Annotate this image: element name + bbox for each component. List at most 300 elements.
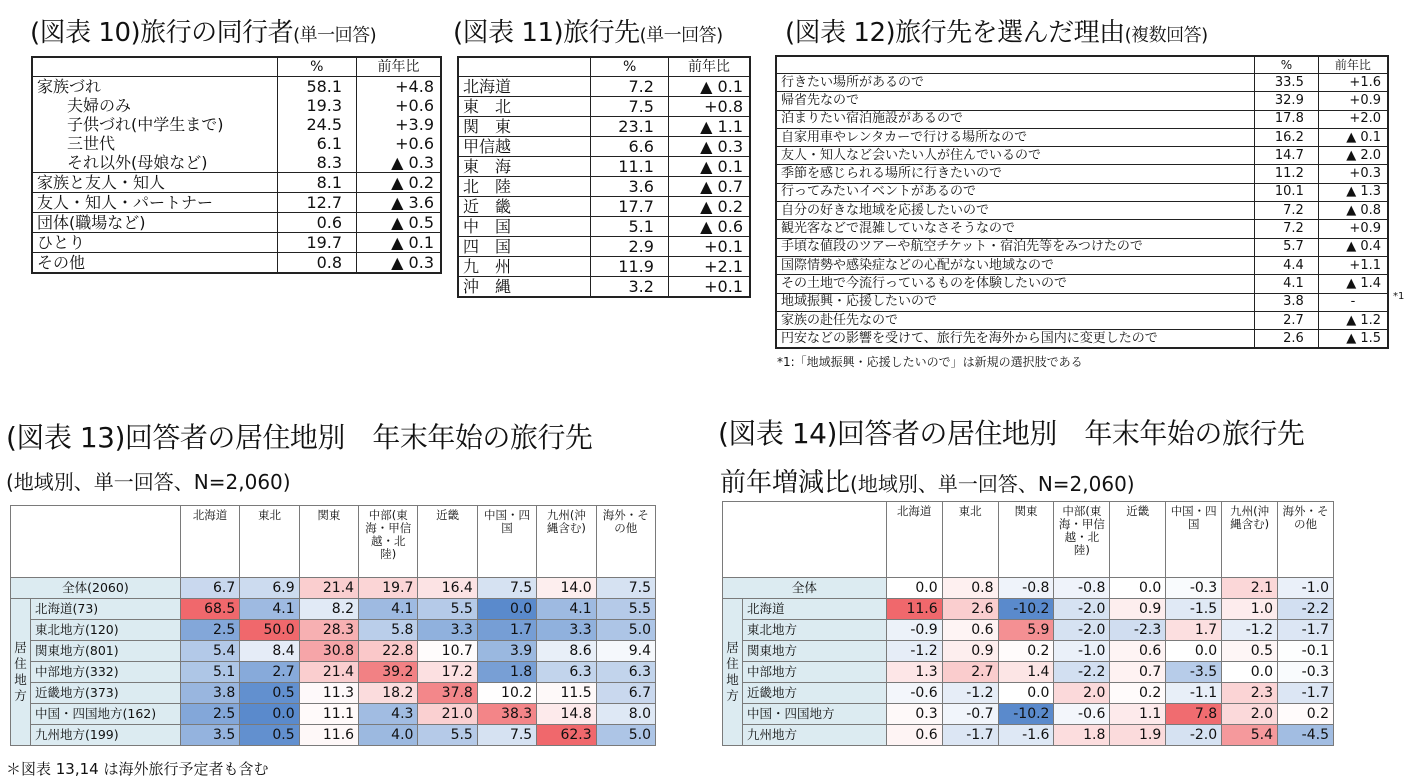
fig10-row-pct: 12.7	[277, 193, 357, 213]
fig12-row-prev: ▲ 1.2	[1318, 311, 1388, 329]
fig12-row	[776, 202, 1388, 220]
fig14-row	[723, 641, 1334, 662]
fig14-cell: 0.0	[1222, 662, 1278, 683]
fig11-row-pct: 7.5	[591, 97, 669, 117]
fig11-row-label: 近 畿	[458, 197, 591, 217]
fig11-row-pct: 3.6	[591, 177, 669, 197]
fig13-cell: 4.1	[359, 599, 418, 620]
fig11-row-pct: 3.2	[591, 277, 669, 298]
fig14-cell: 1.7	[1166, 620, 1222, 641]
fig14-total-cell: -0.8	[1054, 578, 1110, 599]
fig13-total-cell: 7.5	[477, 578, 536, 599]
fig12-row-label: 泊まりたい宿泊施設があるので	[776, 110, 1255, 128]
fig11-row	[458, 257, 750, 277]
fig14-cell: -10.2	[998, 704, 1054, 725]
fig10-row-prev: ▲ 3.6	[357, 193, 441, 213]
fig10-row	[32, 253, 441, 274]
fig14-cell: -0.6	[886, 683, 942, 704]
fig12-row-prev: ▲ 0.8	[1318, 202, 1388, 220]
fig14-cell: 1.8	[1054, 725, 1110, 746]
fig13-cell: 30.8	[299, 641, 358, 662]
fig13-row	[11, 641, 656, 662]
fig13-row-label: 北海道(73)	[30, 599, 180, 620]
fig13-cell: 0.0	[477, 599, 536, 620]
fig12-row-pct: 4.1	[1255, 275, 1319, 293]
fig12-row	[776, 92, 1388, 110]
fig11-title-main: (図表 11)旅行先	[453, 18, 640, 48]
fig14-total-cell: 0.8	[942, 578, 998, 599]
fig13-cell: 3.9	[477, 641, 536, 662]
fig13-side-label	[11, 599, 31, 746]
fig12-row	[776, 220, 1388, 238]
fig11-col-pct: %	[591, 57, 669, 77]
fig11-row	[458, 237, 750, 257]
fig11-row	[458, 117, 750, 137]
fig12-row	[776, 330, 1388, 349]
fig10-row-label: 家族づれ	[32, 77, 277, 97]
fig12-title	[785, 12, 1208, 49]
fig11-row	[458, 97, 750, 117]
fig13-col-header: 関東	[299, 506, 358, 578]
fig12-row-prev: +1.1	[1318, 256, 1388, 274]
fig14-cell: -1.1	[1166, 683, 1222, 704]
fig13-cell: 3.8	[180, 683, 239, 704]
fig13-cell: 2.5	[180, 620, 239, 641]
fig14-row	[723, 662, 1334, 683]
fig13-subtitle: (地域別、単一回答、N=2,060)	[6, 470, 291, 494]
fig12-row	[776, 128, 1388, 146]
fig10-row-label: 団体(職場など)	[32, 213, 277, 233]
fig11-row-label: 東 北	[458, 97, 591, 117]
fig10-row-label: 三世代	[32, 134, 277, 153]
fig10-row	[32, 77, 441, 97]
fig14-total-cell: 2.1	[1222, 578, 1278, 599]
fig14-cell: -1.2	[886, 641, 942, 662]
fig13-cell: 11.3	[299, 683, 358, 704]
fig14-cell: -3.5	[1166, 662, 1222, 683]
fig12-row-prev: +1.6	[1318, 74, 1388, 92]
fig14-cell: -0.1	[1278, 641, 1334, 662]
fig14-heatmap	[722, 501, 1334, 746]
fig14-total-cell: -0.8	[998, 578, 1054, 599]
fig14-cell: 0.9	[1110, 599, 1166, 620]
fig13-cell: 10.2	[477, 683, 536, 704]
fig14-cell: -2.0	[1054, 599, 1110, 620]
fig11-title	[453, 12, 723, 49]
fig14-total-cell: -1.0	[1278, 578, 1334, 599]
fig13-row-label: 東北地方(120)	[30, 620, 180, 641]
fig13-row-label: 九州地方(199)	[30, 725, 180, 746]
fig12-row	[776, 311, 1388, 329]
fig11-row-prev: ▲ 0.1	[668, 157, 750, 177]
fig11-row	[458, 177, 750, 197]
fig14-cell: -1.2	[942, 683, 998, 704]
fig13-cell: 8.4	[240, 641, 299, 662]
fig13-col-header: 九州(沖縄含む)	[537, 506, 596, 578]
fig12-row-pct: 14.7	[1255, 147, 1319, 165]
fig13-footnote: ＊図表 13,14 は海外旅行予定者も含む	[6, 760, 269, 778]
fig13-cell: 4.1	[240, 599, 299, 620]
fig11-table	[457, 56, 751, 298]
fig11-title-note: (単一回答)	[639, 25, 723, 46]
fig14-cell: 1.0	[1222, 599, 1278, 620]
fig14-cell: 0.9	[942, 641, 998, 662]
fig12-row-prev: ▲ 0.4	[1318, 238, 1388, 256]
fig12-row-prev: +0.9	[1318, 220, 1388, 238]
fig13-title: (図表 13)回答者の居住地別 年末年始の旅行先	[6, 421, 593, 454]
fig13-row	[11, 683, 656, 704]
fig14-cell: 0.0	[998, 683, 1054, 704]
fig12-row	[776, 293, 1388, 311]
fig12-row	[776, 147, 1388, 165]
fig13-cell: 5.5	[418, 599, 477, 620]
fig14-row	[723, 704, 1334, 725]
fig10-row	[32, 96, 441, 115]
fig13-cell: 8.2	[299, 599, 358, 620]
fig10-row	[32, 173, 441, 193]
fig11-row-prev: ▲ 0.2	[668, 197, 750, 217]
fig10-row-prev: +0.6	[357, 96, 441, 115]
fig13-cell: 3.3	[537, 620, 596, 641]
fig14-col-header: 近畿	[1110, 502, 1166, 578]
fig11-row-pct: 11.1	[591, 157, 669, 177]
fig14-cell: -1.0	[1054, 641, 1110, 662]
fig14-title-line2	[720, 462, 1135, 499]
fig13-cell: 50.0	[240, 620, 299, 641]
fig14-cell: 7.8	[1166, 704, 1222, 725]
fig10-row-pct: 8.3	[277, 153, 357, 173]
fig12-row-pct: 3.8	[1255, 293, 1319, 311]
fig14-total-label: 全体	[723, 578, 887, 599]
fig10-col-prev: 前年比	[357, 57, 441, 77]
fig11-row-label: 東 海	[458, 157, 591, 177]
fig14-cell: 0.3	[886, 704, 942, 725]
fig11-row-prev: ▲ 0.7	[668, 177, 750, 197]
fig13-cell: 1.7	[477, 620, 536, 641]
fig10-row-pct: 58.1	[277, 77, 357, 97]
fig10-row	[32, 233, 441, 253]
fig11-row-prev: ▲ 1.1	[668, 117, 750, 137]
fig12-title-note: (複数回答)	[1124, 25, 1208, 46]
fig10-row-label: ひとり	[32, 233, 277, 253]
fig14-total-cell: -0.3	[1166, 578, 1222, 599]
fig11-row-pct: 23.1	[591, 117, 669, 137]
fig10-row-label: 子供づれ(中学生まで)	[32, 115, 277, 134]
fig13-cell: 9.4	[596, 641, 655, 662]
fig12-row-prev: ▲ 1.3	[1318, 183, 1388, 201]
fig14-cell: -1.7	[1278, 620, 1334, 641]
fig12-table	[775, 55, 1389, 349]
fig14-row-label: 関東地方	[742, 641, 886, 662]
fig13-row	[11, 599, 656, 620]
fig14-row-label: 東北地方	[742, 620, 886, 641]
fig10-row-pct: 0.6	[277, 213, 357, 233]
fig11-row-prev: +2.1	[668, 257, 750, 277]
fig12-row-label: 季節を感じられる場所に行きたいので	[776, 165, 1255, 183]
fig12-col-pct: %	[1255, 56, 1319, 74]
fig14-cell: -2.0	[1166, 725, 1222, 746]
fig12-row-pct: 17.8	[1255, 110, 1319, 128]
fig13-heatmap	[10, 505, 656, 746]
fig12-row	[776, 238, 1388, 256]
fig13-col-header: 東北	[240, 506, 299, 578]
fig11-row-pct: 5.1	[591, 217, 669, 237]
fig13-side-label-text: 居住地方	[14, 640, 27, 703]
fig13-cell: 11.5	[537, 683, 596, 704]
fig12-row-label: その土地で今流行っているものを体験したいので	[776, 275, 1255, 293]
fig12-row-prev: ▲ 2.0	[1318, 147, 1388, 165]
fig14-row-label: 中国・四国地方	[742, 704, 886, 725]
fig12-row-pct: 11.2	[1255, 165, 1319, 183]
fig14-side-label-text: 居住地方	[726, 640, 739, 703]
fig14-col-header: 関東	[998, 502, 1054, 578]
fig14-total-row	[723, 578, 1334, 599]
fig10-row-prev: ▲ 0.1	[357, 233, 441, 253]
fig12-row-label: 観光客などで混雑していなさそうなので	[776, 220, 1255, 238]
fig12-row-prev: +2.0	[1318, 110, 1388, 128]
fig10-row	[32, 134, 441, 153]
fig12-row-label: 自家用車やレンタカーで行ける場所なので	[776, 128, 1255, 146]
fig14-cell: 0.7	[1110, 662, 1166, 683]
fig12-row-pct: 7.2	[1255, 202, 1319, 220]
fig10-row-prev: ▲ 0.3	[357, 153, 441, 173]
fig13-cell: 17.2	[418, 662, 477, 683]
fig14-row	[723, 620, 1334, 641]
fig12-row-pct: 7.2	[1255, 220, 1319, 238]
fig12-row-pct: 32.9	[1255, 92, 1319, 110]
fig14-cell: -10.2	[998, 599, 1054, 620]
fig10-title-main: (図表 10)旅行の同行者	[30, 18, 294, 48]
fig11-row-prev: ▲ 0.3	[668, 137, 750, 157]
fig13-cell: 5.0	[596, 725, 655, 746]
fig13-cell: 8.6	[537, 641, 596, 662]
fig12-row-label: 行ってみたいイベントがあるので	[776, 183, 1255, 201]
fig11-row	[458, 157, 750, 177]
fig13-cell: 0.5	[240, 683, 299, 704]
fig11-row-label: 九 州	[458, 257, 591, 277]
fig13-total-row	[11, 578, 656, 599]
fig14-cell: -0.6	[1054, 704, 1110, 725]
fig13-cell: 4.0	[359, 725, 418, 746]
fig13-cell: 37.8	[418, 683, 477, 704]
fig12-row	[776, 110, 1388, 128]
fig13-total-cell: 7.5	[596, 578, 655, 599]
fig13-cell: 5.1	[180, 662, 239, 683]
fig10-row	[32, 193, 441, 213]
fig10-row-label: それ以外(母娘など)	[32, 153, 277, 173]
fig14-total-cell: 0.0	[886, 578, 942, 599]
fig10-row-pct: 19.3	[277, 96, 357, 115]
fig10-row-label: 家族と友人・知人	[32, 173, 277, 193]
fig10-row-prev: ▲ 0.5	[357, 213, 441, 233]
fig14-row-label: 中部地方	[742, 662, 886, 683]
fig14-cell: 2.6	[942, 599, 998, 620]
fig13-cell: 11.1	[299, 704, 358, 725]
fig12-footnote: *1:「地域振興・応援したいので」は新規の選択肢である	[777, 355, 1083, 369]
fig14-col-header: 中部(東海・甲信越・北陸)	[1054, 502, 1110, 578]
fig10-row-label: 夫婦のみ	[32, 96, 277, 115]
fig11-row	[458, 277, 750, 298]
fig10-row	[32, 153, 441, 173]
fig14-cell: -2.0	[1054, 620, 1110, 641]
fig12-row-label: 地域振興・応援したいので	[776, 293, 1255, 311]
fig13-cell: 3.5	[180, 725, 239, 746]
fig13-cell: 0.0	[240, 704, 299, 725]
fig13-cell: 4.3	[359, 704, 418, 725]
fig14-col-header: 東北	[942, 502, 998, 578]
fig13-cell: 21.4	[299, 662, 358, 683]
fig11-row-prev: +0.8	[668, 97, 750, 117]
fig11-row-prev: ▲ 0.6	[668, 217, 750, 237]
fig12-col-prev: 前年比	[1318, 56, 1388, 74]
fig10-title	[30, 12, 376, 49]
fig11-row-pct: 11.9	[591, 257, 669, 277]
fig14-row	[723, 683, 1334, 704]
fig13-total-cell: 6.7	[180, 578, 239, 599]
fig14-cell: -0.7	[942, 704, 998, 725]
fig14-title: (図表 14)回答者の居住地別 年末年始の旅行先	[718, 417, 1305, 450]
fig14-cell: 5.4	[1222, 725, 1278, 746]
fig14-cell: -1.7	[1278, 683, 1334, 704]
fig13-cell: 4.1	[537, 599, 596, 620]
fig12-row	[776, 256, 1388, 274]
fig13-cell: 7.5	[477, 725, 536, 746]
fig14-col-header: 海外・その他	[1278, 502, 1334, 578]
fig12-row-label: 手頃な値段のツアーや航空チケット・宿泊先等をみつけたので	[776, 238, 1255, 256]
fig13-total-cell: 21.4	[299, 578, 358, 599]
fig14-side-label	[723, 599, 743, 746]
fig13-cell: 5.4	[180, 641, 239, 662]
fig11-row-label: 北 陸	[458, 177, 591, 197]
fig14-cell: 0.5	[1222, 641, 1278, 662]
fig10-row-pct: 6.1	[277, 134, 357, 153]
fig14-cell: -1.6	[998, 725, 1054, 746]
fig12-row-pct: 33.5	[1255, 74, 1319, 92]
fig11-row	[458, 217, 750, 237]
fig13-header-row	[11, 506, 656, 578]
fig12-row-label: 自分の好きな地域を応援したいので	[776, 202, 1255, 220]
fig10-row-pct: 24.5	[277, 115, 357, 134]
fig14-cell: 0.2	[998, 641, 1054, 662]
fig13-cell: 14.8	[537, 704, 596, 725]
fig12-row-prev: -	[1318, 293, 1388, 311]
fig13-cell: 8.0	[596, 704, 655, 725]
fig14-cell: 0.2	[1278, 704, 1334, 725]
fig14-header-row	[723, 502, 1334, 578]
fig10-row-prev: ▲ 0.2	[357, 173, 441, 193]
fig14-row-label: 北海道	[742, 599, 886, 620]
fig11-row-pct: 6.6	[591, 137, 669, 157]
fig12-row-pct: 16.2	[1255, 128, 1319, 146]
fig11-row-pct: 17.7	[591, 197, 669, 217]
fig10-row-prev: +3.9	[357, 115, 441, 134]
fig11-row-label: 四 国	[458, 237, 591, 257]
fig12-row-prev: ▲ 1.4	[1318, 275, 1388, 293]
fig14-cell: 2.7	[942, 662, 998, 683]
fig13-cell: 11.6	[299, 725, 358, 746]
fig14-cell: 11.6	[886, 599, 942, 620]
fig11-row-pct: 2.9	[591, 237, 669, 257]
fig10-row-pct: 19.7	[277, 233, 357, 253]
fig13-col-header: 近畿	[418, 506, 477, 578]
fig11-row-label: 沖 縄	[458, 277, 591, 298]
fig13-total-cell: 19.7	[359, 578, 418, 599]
fig13-total-cell: 14.0	[537, 578, 596, 599]
fig14-row-label: 近畿地方	[742, 683, 886, 704]
fig13-col-header: 北海道	[180, 506, 239, 578]
fig13-row	[11, 725, 656, 746]
fig13-col-header: 中部(東海・甲信越・北陸)	[359, 506, 418, 578]
fig14-cell: 1.9	[1110, 725, 1166, 746]
fig14-cell: 5.9	[998, 620, 1054, 641]
fig13-cell: 3.3	[418, 620, 477, 641]
fig11-row-prev: +0.1	[668, 237, 750, 257]
fig13-cell: 6.3	[596, 662, 655, 683]
fig13-row	[11, 620, 656, 641]
fig13-col-header: 中国・四国	[477, 506, 536, 578]
fig13-cell: 5.8	[359, 620, 418, 641]
fig12-row-prev: ▲ 0.1	[1318, 128, 1388, 146]
fig12-row-label: 家族の赴任先なので	[776, 311, 1255, 329]
fig12-row-prev: +0.9	[1318, 92, 1388, 110]
fig14-cell: 1.4	[998, 662, 1054, 683]
fig14-cell: -2.2	[1278, 599, 1334, 620]
fig14-cell: 0.0	[1166, 641, 1222, 662]
fig12-row-label: 友人・知人など会いたい人が住んでいるので	[776, 147, 1255, 165]
fig13-cell: 2.7	[240, 662, 299, 683]
fig11-row-pct: 7.2	[591, 77, 669, 97]
fig14-cell: 0.6	[886, 725, 942, 746]
fig13-cell: 28.3	[299, 620, 358, 641]
fig10-row-prev: ▲ 0.3	[357, 253, 441, 274]
fig13-row	[11, 704, 656, 725]
fig13-row	[11, 662, 656, 683]
fig11-row-label: 北海道	[458, 77, 591, 97]
fig13-cell: 68.5	[180, 599, 239, 620]
fig11-row	[458, 197, 750, 217]
fig12-row-prev: +0.3	[1318, 165, 1388, 183]
fig12-side-mark: *1	[1393, 291, 1405, 302]
fig14-title-line2-text: 前年増減比	[720, 468, 851, 498]
fig10-row-label: 友人・知人・パートナー	[32, 193, 277, 213]
fig13-cell: 0.5	[240, 725, 299, 746]
fig13-col-header: 海外・その他	[596, 506, 655, 578]
fig13-row-label: 近畿地方(373)	[30, 683, 180, 704]
fig13-cell: 6.7	[596, 683, 655, 704]
fig13-total-label: 全体(2060)	[11, 578, 181, 599]
fig14-col-header: 九州(沖縄含む)	[1222, 502, 1278, 578]
fig14-row	[723, 725, 1334, 746]
fig14-col-header: 中国・四国	[1166, 502, 1222, 578]
fig12-row-label: 行きたい場所があるので	[776, 74, 1255, 92]
fig12-row-pct: 4.4	[1255, 256, 1319, 274]
fig10-row-label: その他	[32, 253, 277, 274]
fig12-row-label: 円安などの影響を受けて、旅行先を海外から国内に変更したので	[776, 330, 1255, 349]
fig12-row-label: 帰省先なので	[776, 92, 1255, 110]
fig14-subtitle: (地域別、単一回答、N=2,060)	[850, 472, 1135, 496]
fig12-row-pct: 2.6	[1255, 330, 1319, 349]
fig12-row	[776, 165, 1388, 183]
fig11-row-prev: +0.1	[668, 277, 750, 298]
fig14-cell: -2.3	[1110, 620, 1166, 641]
fig14-cell: 1.1	[1110, 704, 1166, 725]
fig14-row	[723, 599, 1334, 620]
fig13-cell: 22.8	[359, 641, 418, 662]
fig12-row	[776, 183, 1388, 201]
fig14-cell: 2.0	[1222, 704, 1278, 725]
fig13-cell: 21.0	[418, 704, 477, 725]
fig13-row-label: 中部地方(332)	[30, 662, 180, 683]
